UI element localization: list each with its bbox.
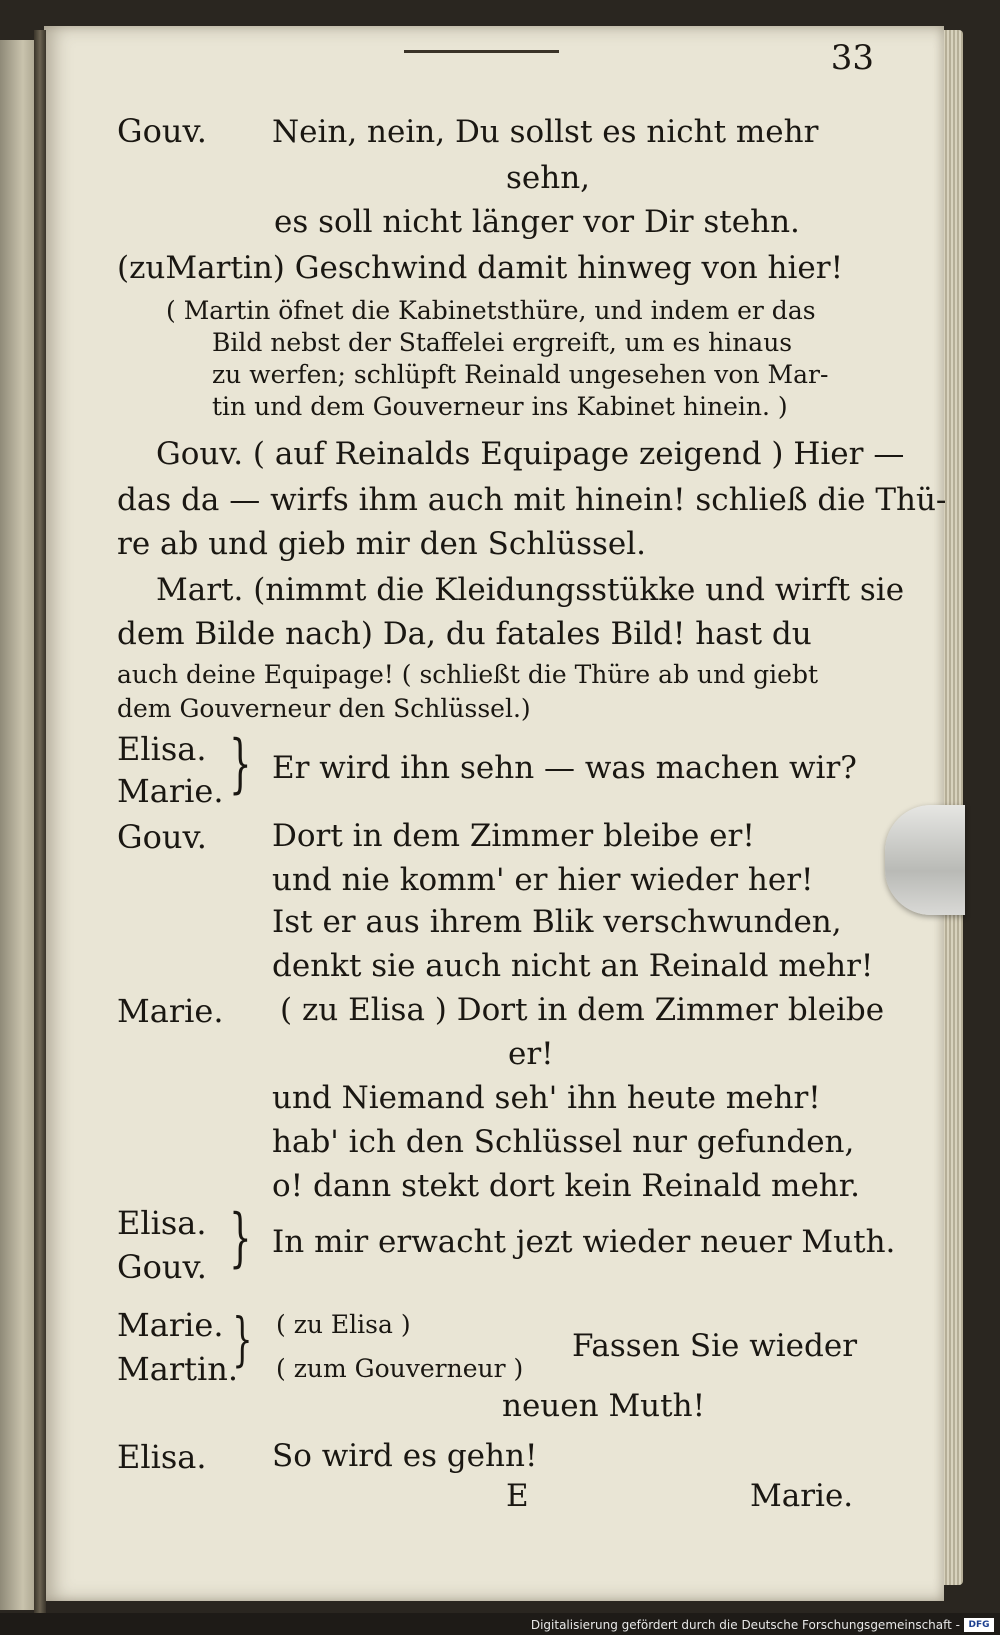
footer-credit: Digitalisierung gefördert durch die Deutsche Forschungsgemeinschaft - <box>530 1618 960 1632</box>
previous-page-edge <box>0 40 38 1610</box>
stage-direction: ( Martin öfnet die Kabinetsthüre, und indem er das <box>166 296 816 325</box>
speaker: Marie. <box>117 1306 224 1344</box>
verse-line: Ist er aus ihrem Blik verschwunden, <box>272 904 842 940</box>
prose-line: dem Gouverneur den Schlüssel.) <box>117 694 531 723</box>
book-page <box>44 26 947 1601</box>
verse-line: Fassen Sie wieder <box>572 1328 858 1364</box>
speaker: Gouv. <box>117 1248 207 1286</box>
book-gutter <box>34 30 46 1620</box>
stage-direction: ( zum Gouverneur ) <box>276 1354 524 1383</box>
verse-line: In mir erwacht jezt wieder neuer Muth. <box>272 1224 896 1260</box>
verse-line: ( zu Elisa ) Dort in dem Zimmer bleibe <box>280 992 885 1028</box>
signature-mark: E <box>506 1478 529 1514</box>
prose-line: Gouv. ( auf Reinalds Equipage zeigend ) Hier — <box>156 436 905 472</box>
brace-icon: } <box>229 727 252 801</box>
verse-line: denkt sie auch nicht an Reinald mehr! <box>272 948 874 984</box>
verse-line: und Niemand seh' ihn heute mehr! <box>272 1080 821 1116</box>
speaker: Marie. <box>117 772 224 810</box>
prose-line: Mart. (nimmt die Kleidungsstükke und wirft sie <box>156 572 905 608</box>
speaker: Elisa. <box>117 1438 207 1476</box>
verse-line: Nein, nein, Du sollst es nicht mehr <box>272 114 819 150</box>
verse-line: So wird es gehn! <box>272 1438 538 1474</box>
speaker: Marie. <box>117 992 224 1030</box>
verse-line: sehn, <box>506 160 591 196</box>
prose-line: das da — wirfs ihm auch mit hinein! schließ die Thü- <box>117 482 947 518</box>
verse-line: es soll nicht länger vor Dir stehn. <box>274 204 800 240</box>
prose-line: re ab und gieb mir den Schlüssel. <box>117 526 646 562</box>
footer-bar <box>0 1613 1000 1635</box>
stage-direction: tin und dem Gouverneur ins Kabinet hinein. ) <box>212 392 788 421</box>
speaker: Gouv. <box>117 112 207 150</box>
verse-line: o! dann stekt dort kein Reinald mehr. <box>272 1168 861 1204</box>
verse-line: und nie komm' er hier wieder her! <box>272 862 814 898</box>
speaker: Martin. <box>117 1350 239 1388</box>
stage-direction: zu werfen; schlüpft Reinald ungesehen von Mar- <box>212 360 829 389</box>
catchword: Marie. <box>750 1478 854 1514</box>
stage-direction: ( zu Elisa ) <box>276 1310 411 1339</box>
speaker: Elisa. <box>117 730 207 768</box>
stage-direction: Bild nebst der Staffelei ergreift, um es hinaus <box>212 328 793 357</box>
verse-line: neuen Muth! <box>502 1388 706 1424</box>
verse-line: hab' ich den Schlüssel nur gefunden, <box>272 1124 855 1160</box>
brace-icon: } <box>229 1201 252 1275</box>
brace-icon: } <box>232 1305 253 1373</box>
prose-line: dem Bilde nach) Da, du fatales Bild! hast du <box>117 616 812 652</box>
verse-line: er! <box>508 1036 554 1072</box>
verse-line: (zuMartin) Geschwind damit hinweg von hier! <box>117 250 844 286</box>
header-rule <box>404 50 559 53</box>
speaker: Gouv. <box>117 818 207 856</box>
dfg-logo: DFG <box>964 1618 994 1632</box>
prose-line: auch deine Equipage! ( schließt die Thüre ab und giebt <box>117 660 819 689</box>
verse-line: Er wird ihn sehn — was machen wir? <box>272 750 857 786</box>
page-clip-icon <box>885 805 965 915</box>
page-number: 33 <box>830 38 874 78</box>
speaker: Elisa. <box>117 1204 207 1242</box>
verse-line: Dort in dem Zimmer bleibe er! <box>272 818 755 854</box>
